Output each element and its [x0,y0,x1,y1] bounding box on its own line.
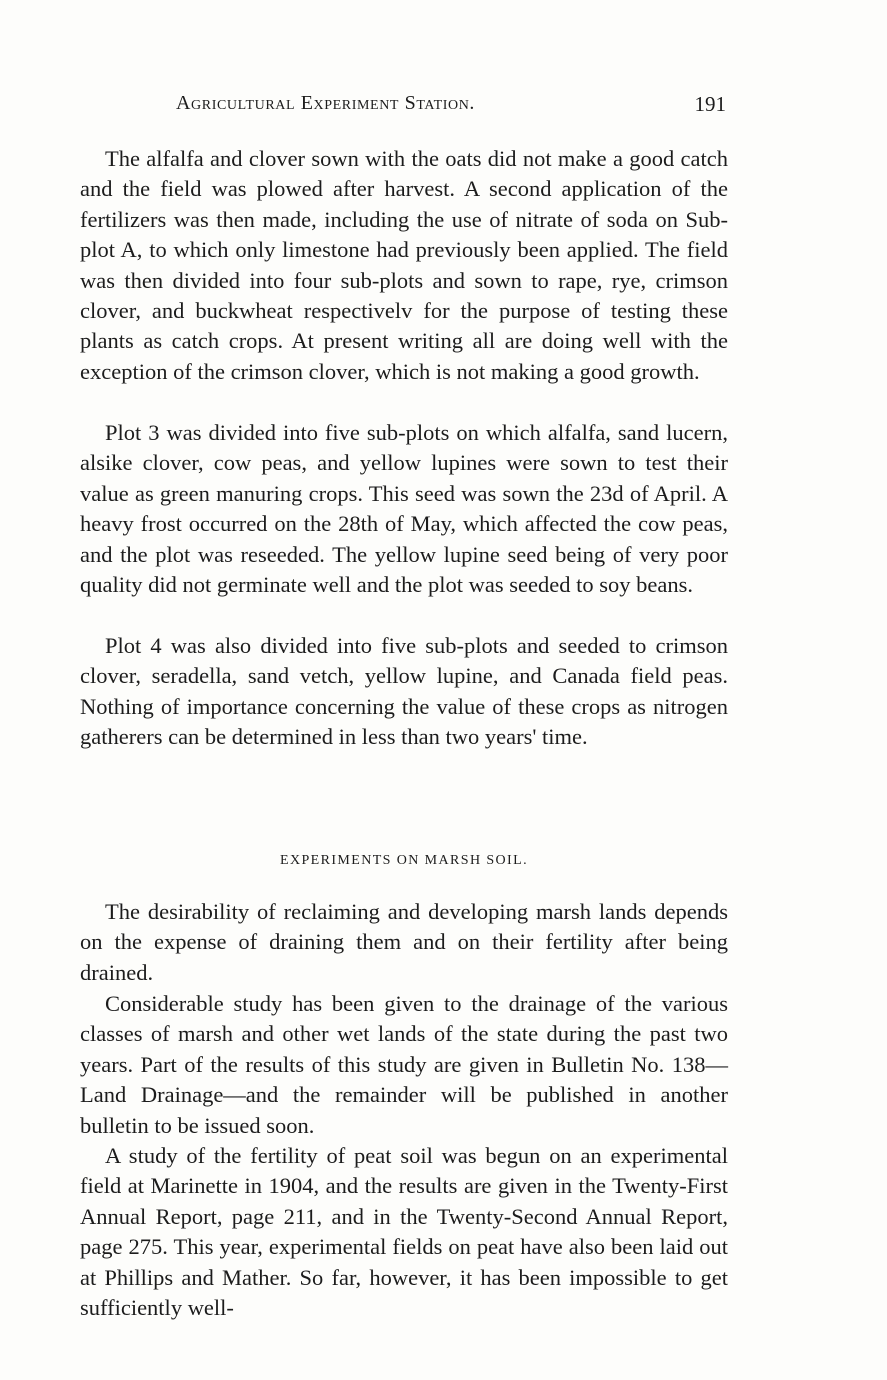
section-heading: EXPERIMENTS ON MARSH SOIL. [280,853,528,868]
paragraph-drainage-study: Considerable study has been given to the drainage of the various classes of marsh and other wet lands of the state during the past two years. Part of the results of this study are given in Bulletin No. 138—Land Drainage—and the remainder will be published in another bulletin to be issued soon. [80,991,728,1138]
running-header [80,92,728,122]
paragraph-plot-4: Plot 4 was also divided into five sub-plots and seeded to crimson clover, seradella, sand vetch, yellow lupine, and Canada field peas. Nothing of importance concerning the value of these crops as nitrogen gatherers can be determined in less than two years' time. [80,633,728,750]
page-number: 191 [694,92,726,116]
paragraph-marsh-desirability: The desirability of reclaiming and developing marsh lands depends on the expense of draining them and on their fertility after being drained. [80,899,728,985]
running-title: Agricultural Experiment Station. [176,92,476,114]
paragraph-catch-crops: The alfalfa and clover sown with the oats did not make a good catch and the field was plowed after harvest. A second application of the fertilizers was then made, including the use of nitrate of soda on Sub-plot A, to which only limestone had previously been applied. The field was then divided into four sub-plots and sown to rape, rye, crimson clover, and buckwheat respectivelv for the purpose of testing these plants as catch crops. At present writing all are doing well with the exception of the crimson clover, which is not making a good growth. [80,146,728,384]
paragraph-plot-3: Plot 3 was divided into five sub-plots on which alfalfa, sand lucern, alsike clover, cow peas, and yellow lupines were sown to test their value as green manuring crops. This seed was sown the 23d of April. A heavy frost occurred on the 28th of May, which affected the cow peas, and the plot was reseeded. The yellow lupine seed being of very poor quality did not germinate well and the plot was seeded to soy beans. [80,420,728,598]
body-text [80,144,728,1325]
paragraph-peat-fertility: A study of the fertility of peat soil was begun on an experimental field at Marinette in 1904, and the results are given in the Twenty-First Annual Report, page 211, and in the Twenty-Second Annual Report, page 275. This year, experimental fields on peat have also been laid out at Phillips and Mather. So far, however, it has been impossible to get sufficiently well- [80,1143,728,1321]
